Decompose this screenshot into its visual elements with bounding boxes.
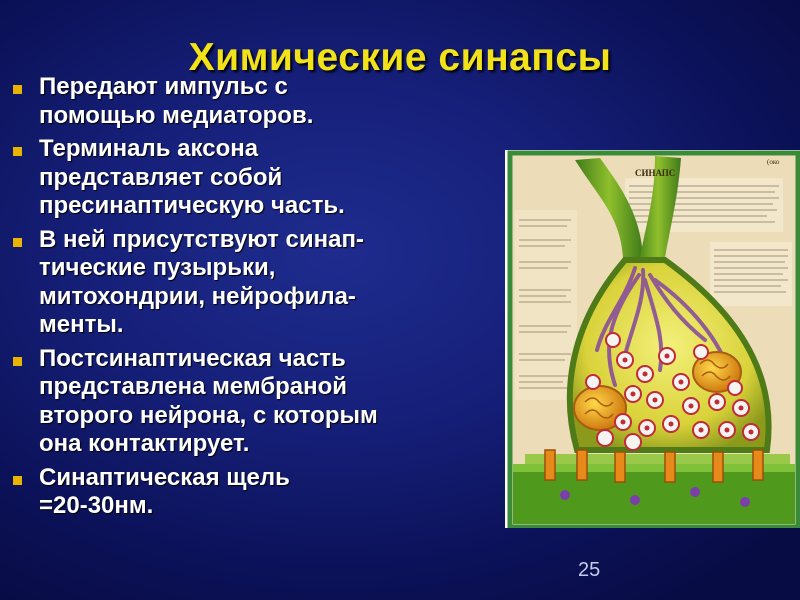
bullet-line: тические пузырьки, xyxy=(39,254,276,281)
bullet-item xyxy=(12,226,512,340)
bullet-line: представляет собой xyxy=(39,163,283,191)
bullet-line: митохондрии, нейрофила- xyxy=(39,282,356,310)
bullet-line: пресинаптическую часть. xyxy=(39,192,345,219)
bullet-item xyxy=(12,135,512,221)
bullet-line: менты. xyxy=(39,311,124,338)
figure-corner-label: (око xyxy=(767,158,780,166)
slide-title: Химические синапсы xyxy=(188,36,612,79)
bullet-item xyxy=(12,345,512,459)
bullet-marker-icon xyxy=(13,147,22,156)
bullet-line: второго нейрона, с которым xyxy=(39,401,378,429)
bullet-line: Постсинаптическая часть xyxy=(39,344,346,372)
bullet-marker-icon xyxy=(13,476,22,485)
page-number: 25 xyxy=(578,559,601,581)
synaptic-cleft xyxy=(525,454,790,464)
bullet-line: =20-30нм. xyxy=(39,492,154,519)
bullet-marker-icon xyxy=(13,357,22,366)
bullet-line: она контактирует. xyxy=(39,430,250,457)
bullet-line: В ней присутствуют синап- xyxy=(39,225,364,253)
bullet-marker-icon xyxy=(13,238,22,247)
bullet-item xyxy=(12,464,512,521)
synapse-illustration xyxy=(505,150,800,528)
bullet-marker-icon xyxy=(13,85,22,94)
bullet-line: помощью медиаторов. xyxy=(39,101,314,129)
bullet-line: Синаптическая щель xyxy=(39,463,290,491)
bullet-list xyxy=(12,73,512,526)
bullet-item xyxy=(12,73,512,130)
bullet-line: Передают импульс с xyxy=(39,73,288,100)
bullet-line: представлена мембраной xyxy=(39,373,348,400)
figure-heading: СИНАПС xyxy=(635,168,676,178)
bullet-line: Терминаль аксона xyxy=(39,135,259,162)
synapse-diagram xyxy=(505,150,800,528)
